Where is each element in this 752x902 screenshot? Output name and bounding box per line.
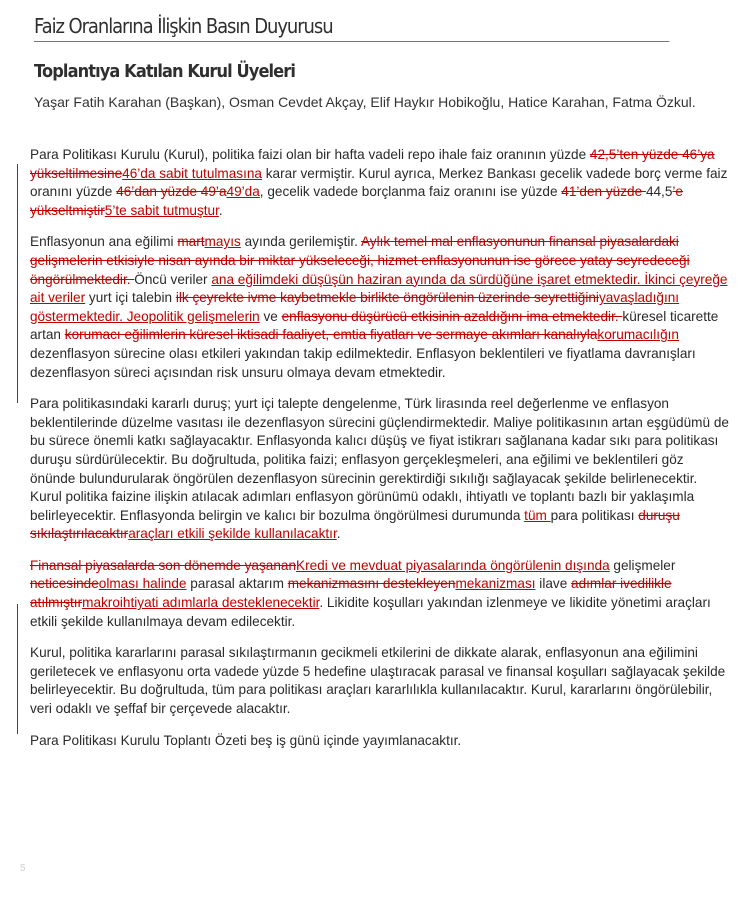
- deleted-text: ’e yükseltmiştir: [30, 184, 683, 218]
- text-run: küresel ticarette artan: [30, 308, 719, 343]
- text-run: ve: [259, 308, 282, 324]
- inserted-text: korumacılığın: [597, 327, 679, 343]
- inserted-text: makroihtiyati adımlarla desteklenecektir: [82, 595, 320, 611]
- text-run: Enflasyonun ana eğilimi: [30, 234, 178, 250]
- deleted-text: Aylık temel mal enflasyonunun finansal piyasalardaki gelişmelerin etkisiyle nisan ayında bir miktar yükseleceği, hizmet enflasyonunun ise görece yatay seyredeceği öngörülmektedir.: [30, 234, 690, 287]
- press-release-body: [30, 146, 730, 763]
- change-bar: [17, 164, 18, 403]
- paragraph-policy-stance: [30, 395, 730, 544]
- member-list: Yaşar Fatih Karahan (Başkan), Osman Cevdet Akçay, Elif Haykır Hobikoğlu, Hatice Karahan, Fatma Özkul.: [34, 94, 696, 110]
- text-run: . Likidite koşulları yakından izlenmeye ve likidite yönetimi araçları etkili şekilde kullanılmaya devam edilecektir.: [30, 595, 711, 629]
- text-run: ayında gerilemiştir.: [240, 234, 361, 250]
- text-run: , gecelik vadede borçlanma faiz oranını ise yüzde: [259, 184, 562, 200]
- text-run: gelişmeler: [609, 557, 676, 573]
- inserted-text: 46’da sabit tutulmasına: [122, 165, 262, 181]
- inserted-text: 49’da: [226, 184, 260, 200]
- text-run: Öncü veriler: [134, 271, 212, 287]
- deleted-text: ilk çeyrekte ivme kaybetmekle birlikte öngörülenin üzerinde seyrettiğini: [175, 290, 599, 306]
- inserted-text: 5’te sabit tutmuştur: [104, 202, 219, 218]
- deleted-text: Finansal piyasalarda son dönemde yaşanan: [30, 557, 297, 573]
- section-heading-members: Toplantıya Katılan Kurul Üyeleri: [34, 61, 296, 82]
- inserted-text: yavaşladığını göstermektedir. Jeopolitik gelişmelerin: [30, 290, 680, 324]
- text-run: parasal aktarım: [186, 576, 288, 592]
- inserted-text: mayıs: [204, 234, 241, 250]
- text-run: 44,5: [645, 184, 673, 200]
- paragraph-outlook: [30, 644, 730, 718]
- inserted-text: tüm: [524, 507, 551, 523]
- paragraph-inflation-trend: [30, 233, 730, 382]
- text-run: ilave: [535, 576, 572, 592]
- text-run: Para Politikası Kurulu (Kurul), politika faizi olan bir hafta vadeli repo ihale faiz oranının yüzde: [30, 147, 590, 162]
- text-run: Kurul, politika kararlarını parasal sıkılaştırmanın gecikmeli etkilerini de dikkate alarak, enflasyonun ana eğilimini geriletecek ve enflasyonu orta vadede yüzde 5 hedefine ulaştıracak parasal ve finansal koşulları sağlayacak şekilde belirleyecektir. Bu doğrultuda, tüm para politikası araçları kararlılıkla kullanılacaktır. Kurul, kararlarını öngörülebilir, veri odaklı ve şeffaf bir çerçevede alacaktır.: [30, 645, 726, 717]
- inserted-text: araçları etkili şekilde kullanılacaktır: [128, 526, 337, 542]
- text-run: Para Politikası Kurulu Toplantı Özeti beş iş günü içinde yayımlanacaktır.: [30, 732, 462, 748]
- text-run: para politikası: [550, 507, 639, 523]
- inserted-text: ana eğilimdeki düşüşün haziran ayında da sürdüğüne işaret etmektedir. İkinci çeyreğe ait veriler: [30, 271, 728, 306]
- deleted-text: 46’dan yüzde 49’a: [116, 184, 227, 200]
- deleted-text: enflasyonu düşürücü etkisinin azaldığını ima etmektedir.: [281, 308, 623, 324]
- deleted-text: mekanizmasını destekleyen: [287, 576, 456, 592]
- paragraph-financial-markets: [30, 557, 730, 631]
- text-run: Para politikasındaki kararlı duruş; yurt içi talepte dengelenme, Türk lirasında reel değerlenme ve enflasyon beklentilerinde düzelme vasıtası ile dezenflasyon sürecini güçlendirmektedir. Maliye politikasının artan eşgüdümü de bu sürece önemli katkı sağlayacaktır. Enflasyonda kalıcı düşüş ve fiyat istikrarı sağlanana kadar sıkı para politikası duruşu sürdürülecektir. Bu doğrultuda, politika faizi; enflasyon gerçekleşmeleri, ana eğilimi ve beklentileri göz önünde bulundurularak öngörülen dezenflasyon sürecinin gerektirdiği sıkılığı sağlayacak şekilde belirlenecektir. Kurul politika faizine ilişkin atılacak adımları enflasyon görünümü odaklı, ihtiyatlı ve toplantı bazlı bir yaklaşımla belirleyecektir. Enflasyonda belirgin ve kalıcı bir bozulma öngörülmesi durumunda: [30, 396, 729, 523]
- deleted-text: adımlar ivedilikle atılmıştır: [30, 576, 672, 611]
- paragraph-policy-decision: [30, 146, 730, 220]
- deleted-text: mart: [177, 234, 205, 250]
- change-bar: [17, 604, 18, 734]
- paragraph-summary-notice: [30, 732, 730, 751]
- press-release-title: Faiz Oranlarına İlişkin Basın Duyurusu: [34, 14, 669, 42]
- deleted-text: neticesinde: [30, 576, 99, 592]
- inserted-text: olması halinde: [98, 576, 187, 592]
- text-run: dezenflasyon sürecine olası etkileri yakından takip edilmektedir. Enflasyon beklentileri ve fiyatlama davranışları dezenflasyon süreci açısından risk unsuru olmaya devam etmektedir.: [30, 345, 696, 380]
- deleted-text: 42,5’ten yüzde 46’ya yükseltilmesine: [30, 147, 715, 181]
- page-number: 5: [20, 863, 26, 874]
- text-run: .: [218, 202, 223, 218]
- deleted-text: duruşu sıkılaştırılacaktır: [30, 507, 680, 542]
- text-run: .: [336, 526, 341, 542]
- deleted-text: 41’den yüzde: [561, 184, 646, 200]
- deleted-text: korumacı eğilimlerin küresel iktisadi faaliyet, emtia fiyatları ve sermaye akımları kanalıyla: [64, 327, 598, 343]
- text-run: yurt içi talebin: [85, 290, 176, 306]
- inserted-text: Kredi ve mevduat piyasalarında öngörülenin dışında: [296, 557, 610, 573]
- text-run: karar vermiştir. Kurul ayrıca, Merkez Bankası gecelik vadede borç verme faiz oranını yüzde: [30, 165, 728, 200]
- inserted-text: mekanizması: [455, 576, 536, 592]
